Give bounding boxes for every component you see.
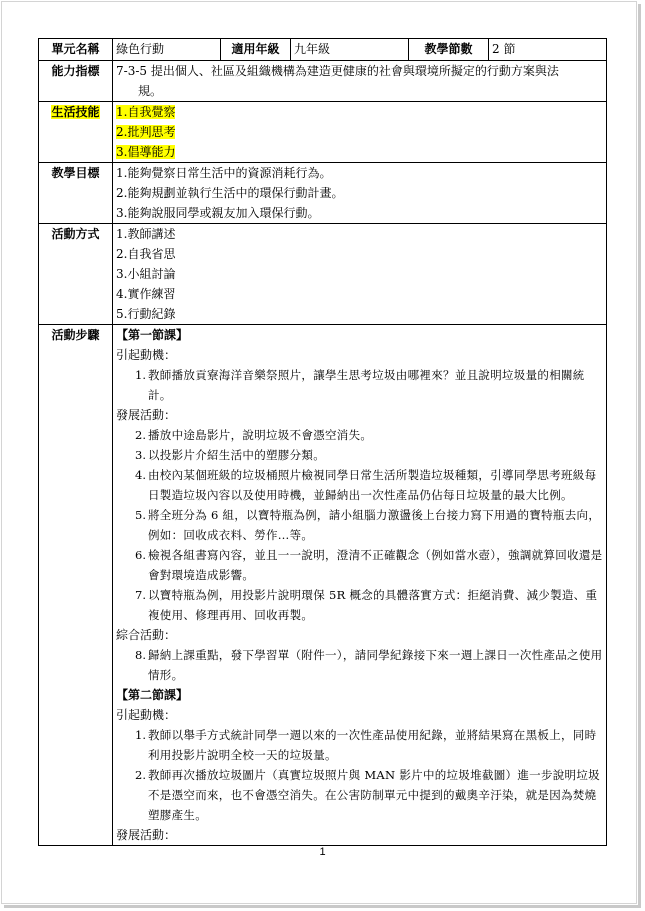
header-row: [39, 39, 607, 61]
method-item: 4.實作練習: [116, 287, 176, 301]
indicator-text: 7-3-5 提出個人、社區及組織機構為建造更健康的社會與環境所擬定的行動方案與法: [116, 64, 559, 78]
life-skill-item: 2.批判思考: [116, 125, 176, 139]
method-item: 3.小組討論: [116, 267, 176, 281]
methods-row: [39, 224, 607, 325]
steps-label: 活動步驟: [39, 325, 113, 846]
method-item: 1.教師講述: [116, 227, 176, 241]
step-item: 2. 播放中途島影片，說明垃圾不會憑空消失。: [135, 428, 373, 442]
method-item: 2.自我省思: [116, 247, 176, 261]
periods-value: 2 節: [489, 39, 607, 61]
phase-label: 引起動機：: [116, 348, 177, 362]
page-shadow: [638, 4, 641, 907]
methods-label: 活動方式: [39, 224, 113, 325]
life-skill-item: 1.自我覺察: [116, 105, 176, 119]
step-item: 1. 教師播放貢寮海洋音樂祭照片，讓學生思考垃圾由哪裡來？並且說明垃圾量的相關統計。: [135, 368, 585, 402]
objective-item: 1.能夠覺察日常生活中的資源消耗行為。: [116, 166, 332, 180]
indicator-row: [39, 61, 607, 102]
phase-label: 發展活動：: [116, 408, 177, 422]
step-item: 3. 以投影片介紹生活中的塑膠分類。: [135, 448, 325, 462]
phase-label: 引起動機：: [116, 708, 177, 722]
lesson-plan-table: [38, 38, 607, 846]
unit-name-value: 綠色行動: [113, 39, 221, 61]
step-item: 8. 歸納上課重點，發下學習單（附件一），請同學紀錄接下來一週上課日一次性產品之使用情形。: [135, 648, 603, 682]
indicator-label: 能力指標: [39, 61, 113, 102]
life-skills-label: 生活技能: [51, 105, 100, 119]
grade-label: 適用年級: [221, 39, 291, 61]
life-skills-row: [39, 102, 607, 163]
objective-item: 3.能夠說服同學或親友加入環保行動。: [116, 206, 320, 220]
step-item: 4. 由校內某個班級的垃圾桶照片檢視同學日常生活所製造垃圾種類，引導同學思考班級每日製造垃圾內容以及使用時機，並歸納出一次性產品仍佔每日垃圾量的最大比例。: [135, 468, 597, 502]
phase-label: 發展活動：: [116, 828, 177, 842]
unit-name-label: 單元名稱: [39, 39, 113, 61]
step-item: 1. 教師以舉手方式統計同學一週以來的一次性產品使用紀錄，並將結果寫在黑板上，同時利用投影片說明全校一天的垃圾量。: [135, 728, 597, 762]
session-title: 【第一節課】: [116, 328, 189, 342]
step-item: 7. 以寶特瓶為例，用投影片說明環保 5R 概念的具體落實方式：拒絕消費、減少製造、重複使用、修理再用、回收再製。: [135, 588, 598, 622]
periods-label: 教學節數: [409, 39, 489, 61]
page-number: 1: [319, 846, 326, 858]
steps-row: [39, 325, 607, 846]
step-item: 2. 教師再次播放垃圾圖片（真實垃圾照片與 MAN 影片中的垃圾堆截圖）進一步說明垃圾不是憑空而來，也不會憑空消失。在公害防制單元中提到的戴奧辛汙染，就是因為焚燒塑膠產生。: [135, 768, 600, 822]
objectives-label: 教學目標: [39, 163, 113, 224]
objective-item: 2.能夠規劃並執行生活中的環保行動計畫。: [116, 186, 344, 200]
session-title: 【第二節課】: [116, 688, 189, 702]
step-item: 5. 將全班分為 6 組，以寶特瓶為例，請小組腦力激盪後上台接力寫下用過的寶特瓶去向，例如：回收成衣料、勞作…等。: [135, 508, 601, 542]
page-shadow: [4, 905, 641, 908]
step-item: 6. 檢視各組書寫內容，並且一一說明，澄清不正確觀念（例如當水壺），強調就算回收還是會對環境造成影響。: [135, 548, 603, 582]
life-skill-item: 3.倡導能力: [116, 145, 176, 159]
objectives-row: [39, 163, 607, 224]
phase-label: 綜合活動：: [116, 628, 177, 642]
grade-value: 九年級: [291, 39, 409, 61]
indicator-text: 規。: [138, 84, 163, 98]
method-item: 5.行動紀錄: [116, 307, 176, 321]
